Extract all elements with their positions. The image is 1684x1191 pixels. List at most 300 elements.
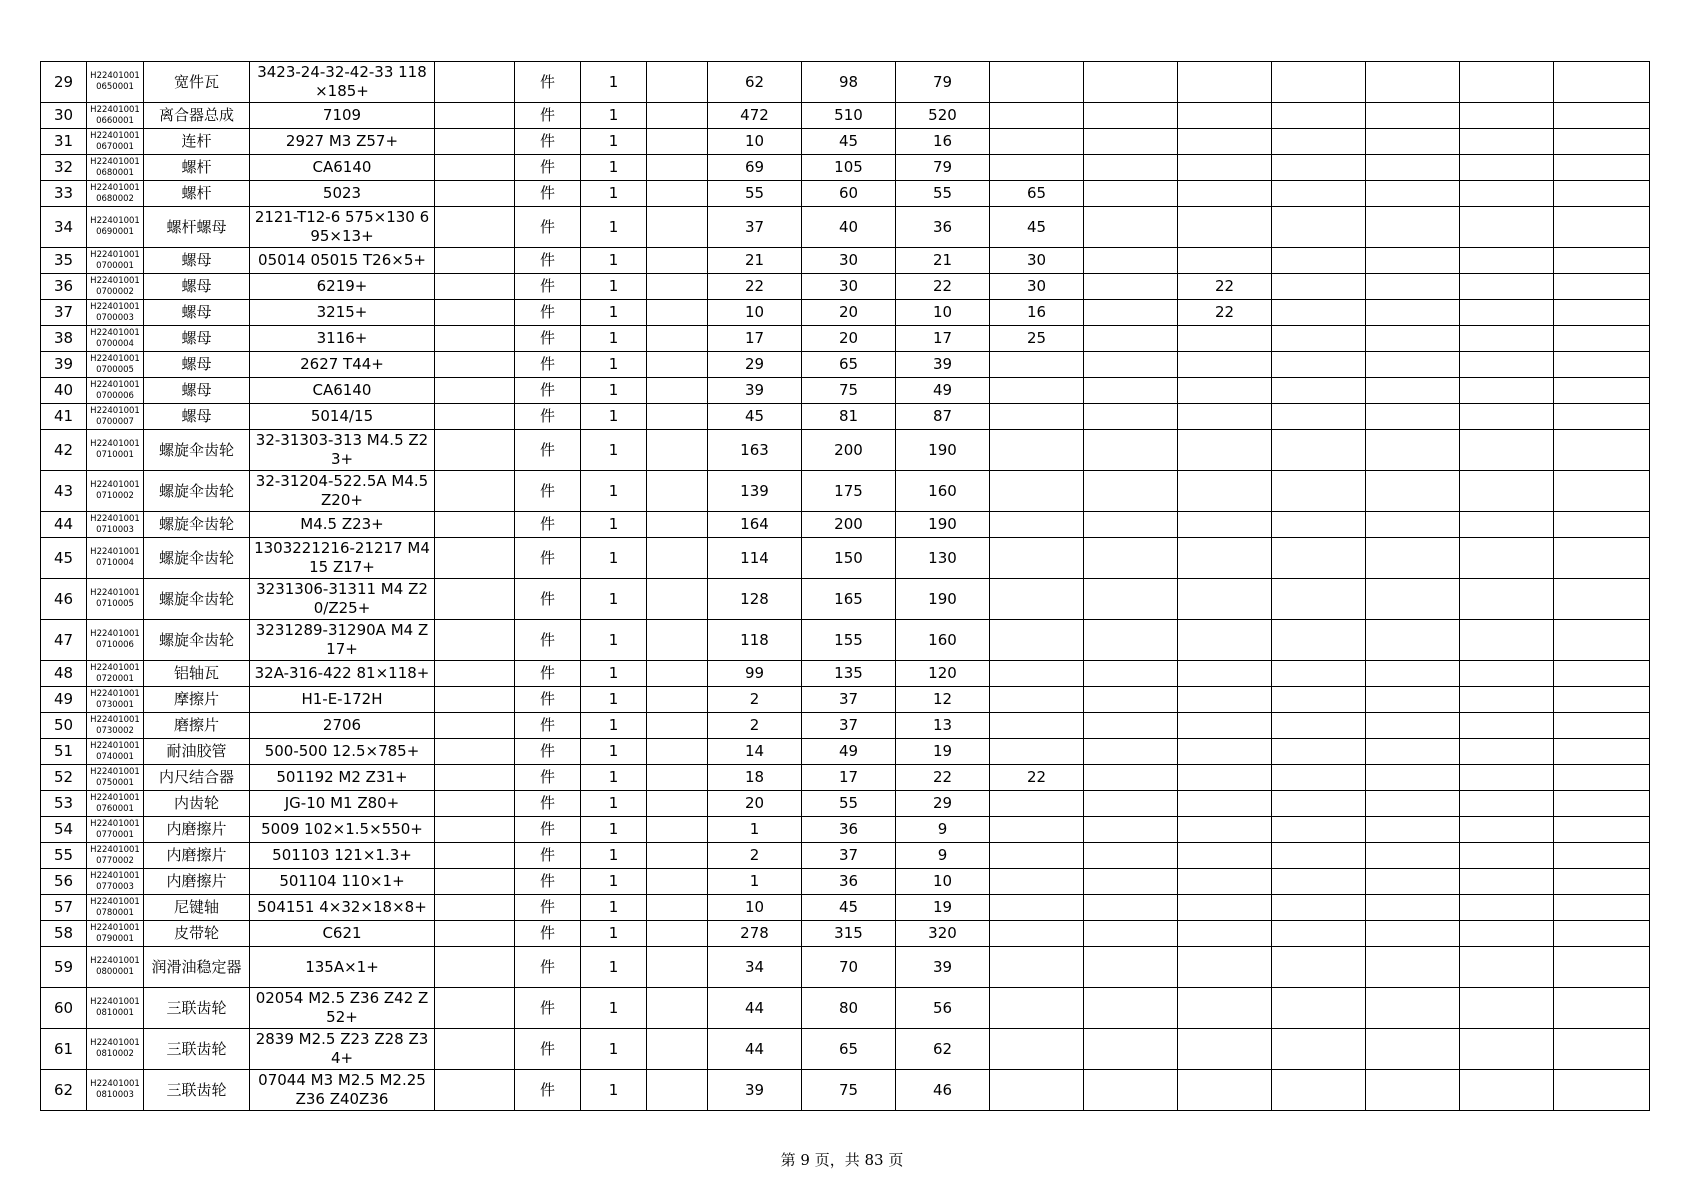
blank-cell — [1460, 300, 1554, 326]
table-row — [41, 103, 1650, 129]
item-code-cell: H224010010700007 — [87, 404, 144, 430]
price-cell-6 — [1178, 739, 1272, 765]
price-cell-2: 155 — [802, 620, 896, 661]
blank-cell — [1460, 1070, 1554, 1111]
seq-cell: 47 — [41, 620, 87, 661]
seq-cell: 39 — [41, 352, 87, 378]
blank-cell — [647, 326, 708, 352]
item-code-cell: H224010010660001 — [87, 103, 144, 129]
blank-cell — [1554, 274, 1650, 300]
quantity-cell: 1 — [581, 869, 647, 895]
table-row — [41, 843, 1650, 869]
blank-cell — [1366, 843, 1460, 869]
blank-cell — [435, 895, 515, 921]
item-code-cell: H224010010710003 — [87, 512, 144, 538]
table-row — [41, 739, 1650, 765]
blank-cell — [1460, 817, 1554, 843]
price-cell-6 — [1178, 471, 1272, 512]
seq-cell: 29 — [41, 62, 87, 103]
blank-cell — [1554, 869, 1650, 895]
price-cell-3: 10 — [896, 869, 990, 895]
price-cell-1: 139 — [708, 471, 802, 512]
price-cell-3: 13 — [896, 713, 990, 739]
blank-cell — [647, 620, 708, 661]
price-cell-5 — [1084, 765, 1178, 791]
price-cell-2: 175 — [802, 471, 896, 512]
quantity-cell: 1 — [581, 895, 647, 921]
blank-cell — [647, 988, 708, 1029]
table-row — [41, 430, 1650, 471]
quantity-cell: 1 — [581, 1029, 647, 1070]
price-cell-2: 315 — [802, 921, 896, 947]
blank-cell — [647, 739, 708, 765]
price-cell-6 — [1178, 430, 1272, 471]
blank-cell — [1366, 248, 1460, 274]
price-cell-5 — [1084, 661, 1178, 687]
price-cell-1: 164 — [708, 512, 802, 538]
blank-cell — [1366, 1070, 1460, 1111]
price-cell-1: 278 — [708, 921, 802, 947]
blank-cell — [435, 181, 515, 207]
blank-cell — [647, 713, 708, 739]
blank-cell — [1366, 404, 1460, 430]
item-name-cell: 三联齿轮 — [144, 1070, 250, 1111]
blank-cell — [1554, 512, 1650, 538]
blank-cell — [1366, 512, 1460, 538]
item-name-cell: 尼键轴 — [144, 895, 250, 921]
price-cell-4 — [990, 988, 1084, 1029]
price-cell-6 — [1178, 869, 1272, 895]
item-spec-cell: 02054 M2.5 Z36 Z42 Z52+ — [250, 988, 435, 1029]
blank-cell — [1366, 155, 1460, 181]
price-cell-1: 21 — [708, 248, 802, 274]
item-spec-cell: 3231289-31290A M4 Z17+ — [250, 620, 435, 661]
price-cell-6 — [1178, 538, 1272, 579]
item-name-cell: 磨擦片 — [144, 713, 250, 739]
item-name-cell: 皮带轮 — [144, 921, 250, 947]
blank-cell — [1272, 62, 1366, 103]
price-cell-6 — [1178, 713, 1272, 739]
price-cell-5 — [1084, 129, 1178, 155]
price-cell-6 — [1178, 921, 1272, 947]
blank-cell — [647, 300, 708, 326]
blank-cell — [1366, 947, 1460, 988]
price-cell-3: 79 — [896, 155, 990, 181]
price-cell-3: 39 — [896, 947, 990, 988]
item-name-cell: 螺母 — [144, 352, 250, 378]
blank-cell — [1460, 947, 1554, 988]
price-cell-3: 46 — [896, 1070, 990, 1111]
item-code-cell: H224010010710004 — [87, 538, 144, 579]
blank-cell — [435, 791, 515, 817]
blank-cell — [1272, 843, 1366, 869]
blank-cell — [1366, 129, 1460, 155]
blank-cell — [1272, 352, 1366, 378]
blank-cell — [647, 538, 708, 579]
seq-cell: 31 — [41, 129, 87, 155]
item-spec-cell: M4.5 Z23+ — [250, 512, 435, 538]
table-row — [41, 988, 1650, 1029]
unit-cell: 件 — [515, 843, 581, 869]
price-cell-1: 128 — [708, 579, 802, 620]
price-cell-2: 150 — [802, 538, 896, 579]
blank-cell — [647, 248, 708, 274]
seq-cell: 37 — [41, 300, 87, 326]
blank-cell — [647, 791, 708, 817]
unit-cell: 件 — [515, 895, 581, 921]
table-row — [41, 1029, 1650, 1070]
blank-cell — [1460, 765, 1554, 791]
blank-cell — [435, 207, 515, 248]
blank-cell — [1366, 300, 1460, 326]
blank-cell — [1272, 791, 1366, 817]
blank-cell — [647, 155, 708, 181]
price-cell-3: 29 — [896, 791, 990, 817]
price-cell-3: 120 — [896, 661, 990, 687]
price-cell-1: 39 — [708, 1070, 802, 1111]
unit-cell: 件 — [515, 988, 581, 1029]
blank-cell — [1366, 620, 1460, 661]
blank-cell — [435, 129, 515, 155]
quantity-cell: 1 — [581, 921, 647, 947]
price-cell-5 — [1084, 1029, 1178, 1070]
quantity-cell: 1 — [581, 661, 647, 687]
price-cell-2: 36 — [802, 869, 896, 895]
price-cell-3: 16 — [896, 129, 990, 155]
table-row — [41, 129, 1650, 155]
blank-cell — [1272, 103, 1366, 129]
blank-cell — [1272, 765, 1366, 791]
blank-cell — [1272, 1029, 1366, 1070]
table-row — [41, 620, 1650, 661]
item-code-cell: H224010010650001 — [87, 62, 144, 103]
price-cell-2: 60 — [802, 181, 896, 207]
item-spec-cell: 2839 M2.5 Z23 Z28 Z34+ — [250, 1029, 435, 1070]
price-cell-5 — [1084, 378, 1178, 404]
blank-cell — [1460, 579, 1554, 620]
blank-cell — [435, 739, 515, 765]
price-cell-6 — [1178, 207, 1272, 248]
price-cell-5 — [1084, 300, 1178, 326]
blank-cell — [1460, 62, 1554, 103]
price-cell-5 — [1084, 713, 1178, 739]
blank-cell — [1272, 512, 1366, 538]
price-cell-6 — [1178, 352, 1272, 378]
price-cell-1: 99 — [708, 661, 802, 687]
price-cell-5 — [1084, 326, 1178, 352]
quantity-cell: 1 — [581, 352, 647, 378]
blank-cell — [647, 687, 708, 713]
item-spec-cell: 500-500 12.5×785+ — [250, 739, 435, 765]
seq-cell: 57 — [41, 895, 87, 921]
blank-cell — [1366, 538, 1460, 579]
blank-cell — [647, 129, 708, 155]
blank-cell — [435, 155, 515, 181]
blank-cell — [1272, 155, 1366, 181]
price-cell-1: 2 — [708, 843, 802, 869]
blank-cell — [1460, 274, 1554, 300]
blank-cell — [1460, 620, 1554, 661]
price-cell-5 — [1084, 947, 1178, 988]
price-cell-3: 56 — [896, 988, 990, 1029]
price-cell-4 — [990, 103, 1084, 129]
price-cell-5 — [1084, 62, 1178, 103]
price-cell-1: 472 — [708, 103, 802, 129]
item-name-cell: 螺母 — [144, 248, 250, 274]
price-cell-5 — [1084, 620, 1178, 661]
item-spec-cell: 504151 4×32×18×8+ — [250, 895, 435, 921]
item-name-cell: 螺杆 — [144, 181, 250, 207]
price-cell-1: 45 — [708, 404, 802, 430]
price-cell-4 — [990, 1070, 1084, 1111]
blank-cell — [1554, 713, 1650, 739]
item-code-cell: H224010010810002 — [87, 1029, 144, 1070]
blank-cell — [1366, 62, 1460, 103]
price-cell-4 — [990, 869, 1084, 895]
blank-cell — [1366, 869, 1460, 895]
unit-cell: 件 — [515, 326, 581, 352]
price-cell-4 — [990, 661, 1084, 687]
blank-cell — [1554, 181, 1650, 207]
price-cell-2: 75 — [802, 1070, 896, 1111]
item-name-cell: 螺旋伞齿轮 — [144, 430, 250, 471]
seq-cell: 56 — [41, 869, 87, 895]
item-spec-cell: CA6140 — [250, 378, 435, 404]
price-cell-1: 14 — [708, 739, 802, 765]
blank-cell — [1366, 1029, 1460, 1070]
item-spec-cell: 5023 — [250, 181, 435, 207]
blank-cell — [647, 947, 708, 988]
blank-cell — [1460, 352, 1554, 378]
item-spec-cell: 501103 121×1.3+ — [250, 843, 435, 869]
blank-cell — [647, 869, 708, 895]
price-cell-3: 22 — [896, 274, 990, 300]
blank-cell — [1554, 207, 1650, 248]
blank-cell — [1272, 895, 1366, 921]
blank-cell — [435, 579, 515, 620]
blank-cell — [1272, 739, 1366, 765]
blank-cell — [1554, 843, 1650, 869]
quantity-cell: 1 — [581, 620, 647, 661]
price-cell-1: 18 — [708, 765, 802, 791]
item-spec-cell: 5014/15 — [250, 404, 435, 430]
table-row — [41, 326, 1650, 352]
item-name-cell: 内磨擦片 — [144, 817, 250, 843]
price-cell-2: 105 — [802, 155, 896, 181]
blank-cell — [1460, 404, 1554, 430]
blank-cell — [1460, 687, 1554, 713]
price-cell-3: 62 — [896, 1029, 990, 1070]
blank-cell — [435, 352, 515, 378]
price-cell-1: 118 — [708, 620, 802, 661]
price-cell-4 — [990, 739, 1084, 765]
price-cell-3: 520 — [896, 103, 990, 129]
blank-cell — [647, 471, 708, 512]
item-spec-cell: JG-10 M1 Z80+ — [250, 791, 435, 817]
item-spec-cell: 2627 T44+ — [250, 352, 435, 378]
seq-cell: 35 — [41, 248, 87, 274]
item-name-cell: 连杆 — [144, 129, 250, 155]
item-code-cell: H224010010700004 — [87, 326, 144, 352]
price-cell-1: 39 — [708, 378, 802, 404]
seq-cell: 44 — [41, 512, 87, 538]
price-cell-5 — [1084, 538, 1178, 579]
item-code-cell: H224010010700005 — [87, 352, 144, 378]
unit-cell: 件 — [515, 300, 581, 326]
price-cell-2: 75 — [802, 378, 896, 404]
price-cell-2: 30 — [802, 274, 896, 300]
price-cell-4 — [990, 352, 1084, 378]
price-cell-4 — [990, 817, 1084, 843]
unit-cell: 件 — [515, 404, 581, 430]
blank-cell — [1460, 471, 1554, 512]
price-cell-1: 1 — [708, 869, 802, 895]
quantity-cell: 1 — [581, 155, 647, 181]
price-cell-6 — [1178, 404, 1272, 430]
item-code-cell: H224010010700002 — [87, 274, 144, 300]
quantity-cell: 1 — [581, 300, 647, 326]
price-cell-2: 37 — [802, 843, 896, 869]
price-cell-2: 81 — [802, 404, 896, 430]
blank-cell — [1554, 430, 1650, 471]
item-code-cell: H224010010750001 — [87, 765, 144, 791]
seq-cell: 49 — [41, 687, 87, 713]
blank-cell — [435, 765, 515, 791]
blank-cell — [647, 512, 708, 538]
blank-cell — [1554, 352, 1650, 378]
price-cell-4 — [990, 921, 1084, 947]
item-code-cell: H224010010700001 — [87, 248, 144, 274]
item-spec-cell: CA6140 — [250, 155, 435, 181]
price-cell-2: 37 — [802, 713, 896, 739]
price-cell-5 — [1084, 352, 1178, 378]
price-cell-6 — [1178, 791, 1272, 817]
price-cell-1: 62 — [708, 62, 802, 103]
item-code-cell: H224010010710001 — [87, 430, 144, 471]
blank-cell — [435, 1070, 515, 1111]
blank-cell — [435, 713, 515, 739]
unit-cell: 件 — [515, 378, 581, 404]
price-cell-4 — [990, 378, 1084, 404]
quantity-cell: 1 — [581, 687, 647, 713]
blank-cell — [647, 181, 708, 207]
price-cell-2: 200 — [802, 512, 896, 538]
blank-cell — [647, 765, 708, 791]
item-spec-cell: 501192 M2 Z31+ — [250, 765, 435, 791]
quantity-cell: 1 — [581, 765, 647, 791]
blank-cell — [1366, 352, 1460, 378]
price-cell-2: 45 — [802, 129, 896, 155]
item-code-cell: H224010010690001 — [87, 207, 144, 248]
item-code-cell: H224010010760001 — [87, 791, 144, 817]
blank-cell — [1366, 103, 1460, 129]
unit-cell: 件 — [515, 129, 581, 155]
item-name-cell: 三联齿轮 — [144, 1029, 250, 1070]
quantity-cell: 1 — [581, 817, 647, 843]
price-cell-1: 44 — [708, 1029, 802, 1070]
price-cell-2: 49 — [802, 739, 896, 765]
blank-cell — [1460, 895, 1554, 921]
price-cell-5 — [1084, 404, 1178, 430]
blank-cell — [1460, 791, 1554, 817]
item-name-cell: 螺杆螺母 — [144, 207, 250, 248]
quantity-cell: 1 — [581, 739, 647, 765]
seq-cell: 30 — [41, 103, 87, 129]
price-cell-3: 55 — [896, 181, 990, 207]
table-row — [41, 248, 1650, 274]
price-cell-2: 20 — [802, 326, 896, 352]
blank-cell — [1272, 181, 1366, 207]
item-spec-cell: H1-E-172H — [250, 687, 435, 713]
blank-cell — [647, 921, 708, 947]
item-spec-cell: 3116+ — [250, 326, 435, 352]
price-cell-1: 2 — [708, 713, 802, 739]
item-code-cell: H224010010770002 — [87, 843, 144, 869]
unit-cell: 件 — [515, 1029, 581, 1070]
price-cell-5 — [1084, 895, 1178, 921]
price-cell-2: 20 — [802, 300, 896, 326]
blank-cell — [435, 921, 515, 947]
price-cell-4 — [990, 512, 1084, 538]
blank-cell — [1272, 207, 1366, 248]
seq-cell: 36 — [41, 274, 87, 300]
price-cell-1: 2 — [708, 687, 802, 713]
seq-cell: 48 — [41, 661, 87, 687]
price-cell-4 — [990, 687, 1084, 713]
quantity-cell: 1 — [581, 988, 647, 1029]
quantity-cell: 1 — [581, 471, 647, 512]
price-cell-1: 69 — [708, 155, 802, 181]
table-row — [41, 300, 1650, 326]
item-code-cell: H224010010780001 — [87, 895, 144, 921]
table-row — [41, 869, 1650, 895]
item-name-cell: 螺母 — [144, 326, 250, 352]
price-cell-2: 135 — [802, 661, 896, 687]
item-code-cell: H224010010720001 — [87, 661, 144, 687]
item-spec-cell: 2927 M3 Z57+ — [250, 129, 435, 155]
blank-cell — [1272, 988, 1366, 1029]
blank-cell — [435, 300, 515, 326]
blank-cell — [1272, 538, 1366, 579]
blank-cell — [1554, 921, 1650, 947]
blank-cell — [1554, 895, 1650, 921]
price-cell-1: 37 — [708, 207, 802, 248]
price-cell-4 — [990, 430, 1084, 471]
blank-cell — [1554, 326, 1650, 352]
seq-cell: 54 — [41, 817, 87, 843]
price-cell-1: 17 — [708, 326, 802, 352]
seq-cell: 52 — [41, 765, 87, 791]
item-name-cell: 宽件瓦 — [144, 62, 250, 103]
seq-cell: 50 — [41, 713, 87, 739]
blank-cell — [1272, 579, 1366, 620]
price-cell-2: 98 — [802, 62, 896, 103]
unit-cell: 件 — [515, 538, 581, 579]
seq-cell: 59 — [41, 947, 87, 988]
price-table — [40, 61, 1650, 1111]
price-cell-4: 25 — [990, 326, 1084, 352]
price-cell-2: 30 — [802, 248, 896, 274]
unit-cell: 件 — [515, 155, 581, 181]
blank-cell — [1554, 1029, 1650, 1070]
blank-cell — [1272, 620, 1366, 661]
quantity-cell: 1 — [581, 791, 647, 817]
blank-cell — [1272, 947, 1366, 988]
price-cell-1: 163 — [708, 430, 802, 471]
blank-cell — [1460, 538, 1554, 579]
item-name-cell: 螺母 — [144, 274, 250, 300]
blank-cell — [1554, 739, 1650, 765]
